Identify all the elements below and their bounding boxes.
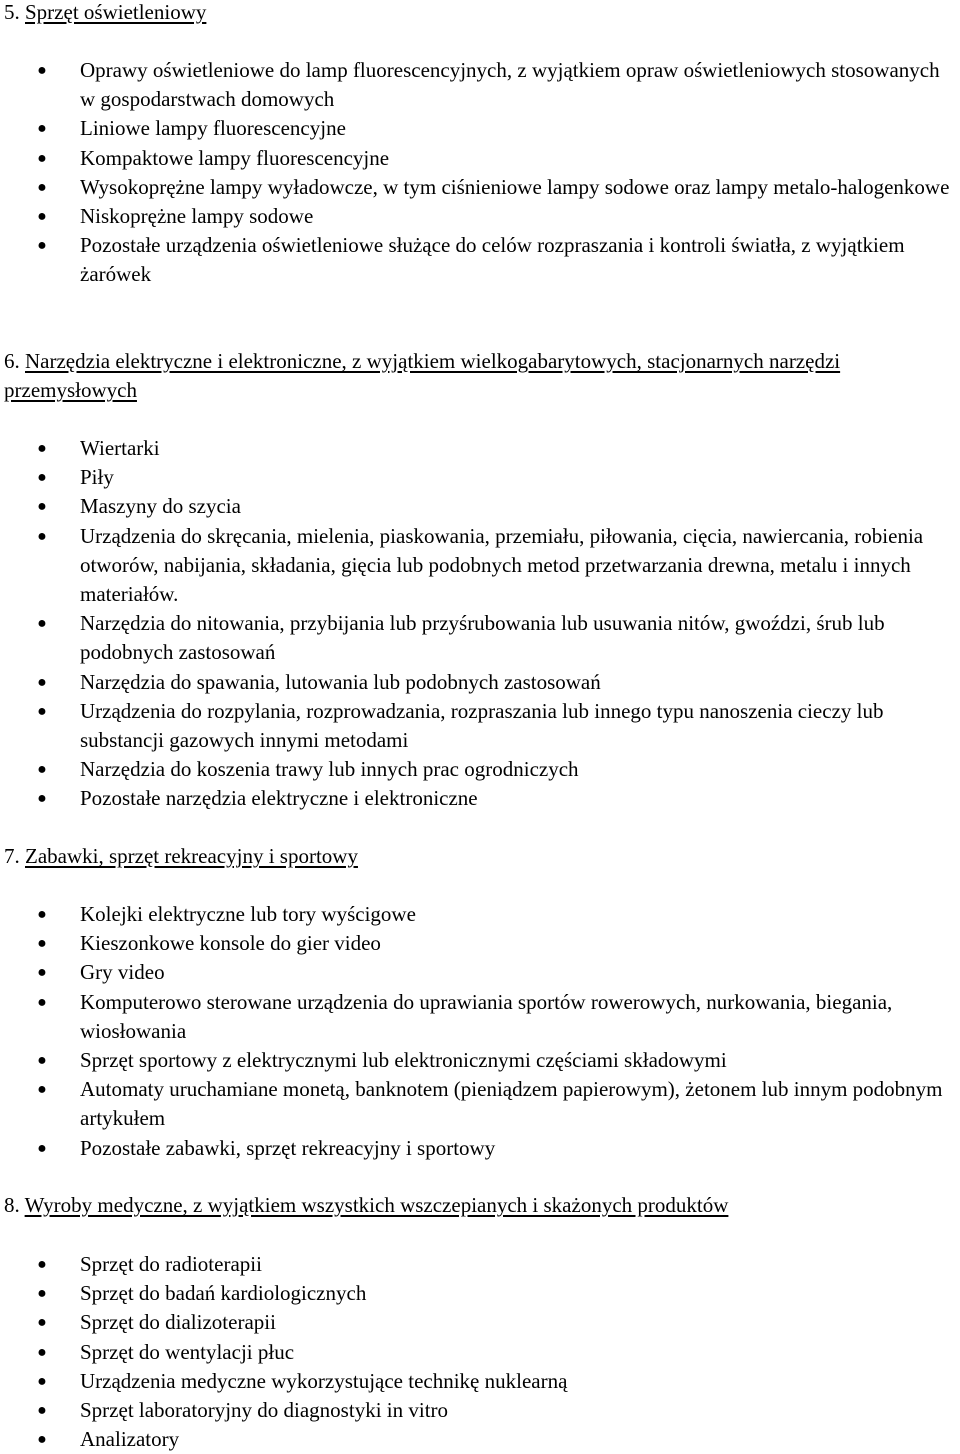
section-5-heading [0, 0, 206, 27]
section-8-number: 8. [4, 1193, 20, 1217]
bullet-icon: ● [37, 1343, 47, 1361]
list-item: ● Oprawy oświetleniowe do lamp fluorescencyjnych, z wyjątkiem opraw oświetleniowych stosowanych w gospodarstwach domowych [37, 58, 940, 112]
bullet-icon: ● [37, 469, 47, 487]
bullet-icon: ● [37, 673, 47, 691]
bullet-icon: ● [37, 120, 47, 138]
section-7-heading [0, 842, 960, 871]
section-8-title: Wyroby medyczne, z wyjątkiem wszystkich wszczepianych i skażonych produktów [24, 1193, 729, 1217]
list-item: ● Urządzenia do rozpylania, rozprowadzania, rozpraszania lub innego typu nanoszenia cieczy lub substancji gazowych innymi metodami [37, 698, 884, 753]
list-item: ● Komputerowo sterowane urządzenia do uprawiania sportów rowerowych, nurkowania, biegania, wiosłowania [37, 989, 893, 1043]
section-6-list [0, 434, 960, 814]
bullet-icon: ● [37, 62, 47, 79]
list-item: ● Liniowe lampy fluorescencyjne [0, 114, 960, 143]
bullet-icon: ● [37, 1285, 47, 1303]
list-item: ● Urządzenia medyczne wykorzystujące technikę nuklearną [0, 1367, 960, 1396]
list-item: ● Wiertarki [0, 434, 960, 463]
list-item: ● Piły [0, 463, 960, 492]
list-item: ● Automaty uruchamiane monetą, banknotem (pieniądzem papierowym), żetonem lub innym podobnym artykułem [37, 1077, 943, 1131]
bullet-icon: ● [37, 906, 47, 923]
list-item: ● Maszyny do szycia [0, 492, 960, 521]
section-6-number: 6. [4, 349, 20, 373]
section-5-list [0, 56, 960, 290]
list-item: ● Narzędzia do spawania, lutowania lub podobnych zastosowań [0, 668, 960, 697]
bullet-icon: ● [37, 498, 47, 516]
list-item: ● Narzędzia do nitowania, przybijania lub przyśrubowania lub usuwania nitów, gwoździ, śrub lub podobnych zastosowań [37, 611, 885, 665]
list-item: ● Wysokoprężne lampy wyładowcze, w tym ciśnieniowe lampy sodowe oraz lampy metalo-halogenkowe [0, 173, 960, 202]
bullet-icon: ● [37, 1431, 47, 1449]
section-6-title: Narzędzia elektryczne i elektroniczne, z wyjątkiem wielkogabarytowych, stacjonarnych narzędzi przemysłowych [4, 349, 841, 403]
bullet-icon: ● [37, 440, 47, 457]
bullet-icon: ● [37, 1081, 47, 1099]
list-item: ● Sprzęt laboratoryjny do diagnostyki in vitro [0, 1396, 960, 1425]
list-item: ● Kompaktowe lampy fluorescencyjne [0, 144, 960, 173]
bullet-icon: ● [37, 1402, 47, 1420]
bullet-icon: ● [37, 178, 47, 196]
bullet-icon: ● [37, 208, 47, 226]
section-7-title: Zabawki, sprzęt rekreacyjny i sportowy [25, 844, 358, 868]
list-item: ● Analizatory [0, 1425, 960, 1454]
bullet-icon: ● [37, 702, 47, 720]
bullet-icon: ● [37, 1372, 47, 1390]
list-item: ● Kieszonkowe konsole do gier video [0, 929, 960, 958]
section-7-list [0, 900, 960, 1163]
list-item: ● Sprzęt do badań kardiologicznych [0, 1279, 960, 1308]
bullet-icon: ● [37, 935, 47, 953]
section-6-heading [0, 347, 960, 405]
bullet-icon: ● [37, 1314, 47, 1332]
list-item: ● Pozostałe urządzenia oświetleniowe służące do celów rozpraszania i kontroli światła, z wyjątkiem żarówek [37, 233, 905, 287]
bullet-icon: ● [37, 1052, 47, 1070]
list-item: ● Sprzęt do radioterapii [0, 1250, 960, 1279]
section-5-number: 5. [4, 0, 20, 24]
bullet-icon: ● [37, 761, 47, 779]
bullet-icon: ● [37, 993, 47, 1011]
section-8-list [0, 1250, 960, 1454]
bullet-icon: ● [37, 790, 47, 808]
list-item: ● Pozostałe zabawki, sprzęt rekreacyjny i sportowy [0, 1134, 960, 1163]
list-item: ● Sprzęt do wentylacji płuc [0, 1338, 960, 1367]
list-item: ● Kolejki elektryczne lub tory wyścigowe [0, 900, 960, 929]
list-item: ● Gry video [0, 958, 960, 987]
bullet-icon: ● [37, 964, 47, 982]
bullet-icon: ● [37, 527, 47, 545]
section-5-title: Sprzęt oświetleniowy [25, 0, 207, 24]
bullet-icon: ● [37, 1256, 47, 1273]
list-item: ● Pozostałe narzędzia elektryczne i elektroniczne [0, 784, 960, 813]
list-item: ● Sprzęt do dializoterapii [0, 1308, 960, 1337]
list-item: ● Niskoprężne lampy sodowe [0, 202, 960, 231]
bullet-icon: ● [37, 1139, 47, 1157]
list-item: ● Narzędzia do koszenia trawy lub innych prac ogrodniczych [0, 755, 960, 784]
section-7-number: 7. [4, 844, 20, 868]
list-item: ● Urządzenia do skręcania, mielenia, piaskowania, przemiału, piłowania, cięcia, nawiercania, robienia otworów, nabijania, składania, gięcia lub podobnych metod przetwarzania drewna, metalu i innych materiałów. [37, 523, 924, 607]
bullet-icon: ● [37, 149, 47, 167]
list-item: ● Sprzęt sportowy z elektrycznymi lub elektronicznymi częściami składowymi [0, 1046, 960, 1075]
bullet-icon: ● [37, 615, 47, 633]
bullet-icon: ● [37, 237, 47, 255]
section-8-heading [0, 1191, 960, 1220]
